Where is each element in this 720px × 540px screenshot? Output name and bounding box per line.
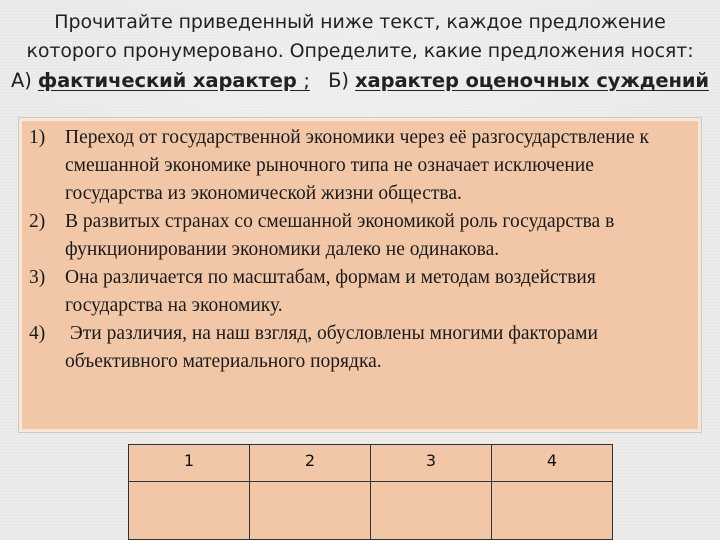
option-a-text: фактический характер: [37, 69, 304, 92]
answer-table-input-row: [129, 482, 613, 540]
option-b-prefix: Б): [328, 69, 356, 92]
instruction-line-2: которого пронумеровано. Определите, какие предложения носят:: [26, 40, 694, 62]
sentence-number: 3): [29, 267, 46, 288]
sentences-panel: [18, 117, 702, 433]
sentence-number: 1): [29, 127, 46, 148]
sentence-number: 2): [29, 211, 46, 232]
sentence-text: Эти различия, на наш взгляд, обусловлены многими факторами объективного материального порядка.: [65, 323, 603, 372]
answer-cell-2[interactable]: [250, 482, 371, 540]
answer-header-2: 2: [250, 445, 371, 482]
task-instructions: [0, 8, 720, 95]
sentence-item-4: [29, 320, 691, 376]
option-a-prefix: А): [11, 69, 38, 92]
sentence-list: [19, 118, 701, 376]
answer-header-1: 1: [129, 445, 250, 482]
options-separator: [310, 69, 328, 92]
answer-header-4: 4: [492, 445, 613, 482]
answer-header-3: 3: [371, 445, 492, 482]
sentence-number: 4): [29, 323, 46, 344]
answer-table: [128, 444, 613, 540]
sentence-text: Переход от государственной экономики через её разгосударствление к смешанной экономике рыночного типа не означает исключение государства из экономической жизни общества.: [65, 127, 649, 204]
instruction-line-1: Прочитайте приведенный ниже текст, каждое предложение: [54, 11, 666, 33]
option-a-suffix: ;: [303, 69, 310, 92]
sentence-text: В развитых странах со смешанной экономикой роль государства в функционировании экономики далеко не одинакова.: [65, 211, 615, 260]
sentence-item-2: [29, 208, 691, 264]
options-line: [0, 66, 720, 95]
sentence-item-3: [29, 264, 691, 320]
sentence-text: Она различается по масштабам, формам и методам воздействия государства на экономику.: [65, 267, 596, 316]
answer-table-header-row: [129, 445, 613, 482]
answer-cell-3[interactable]: [371, 482, 492, 540]
answer-cell-4[interactable]: [492, 482, 613, 540]
sentence-item-1: [29, 124, 691, 208]
option-b-text: характер оценочных суждений: [355, 69, 709, 92]
answer-cell-1[interactable]: [129, 482, 250, 540]
